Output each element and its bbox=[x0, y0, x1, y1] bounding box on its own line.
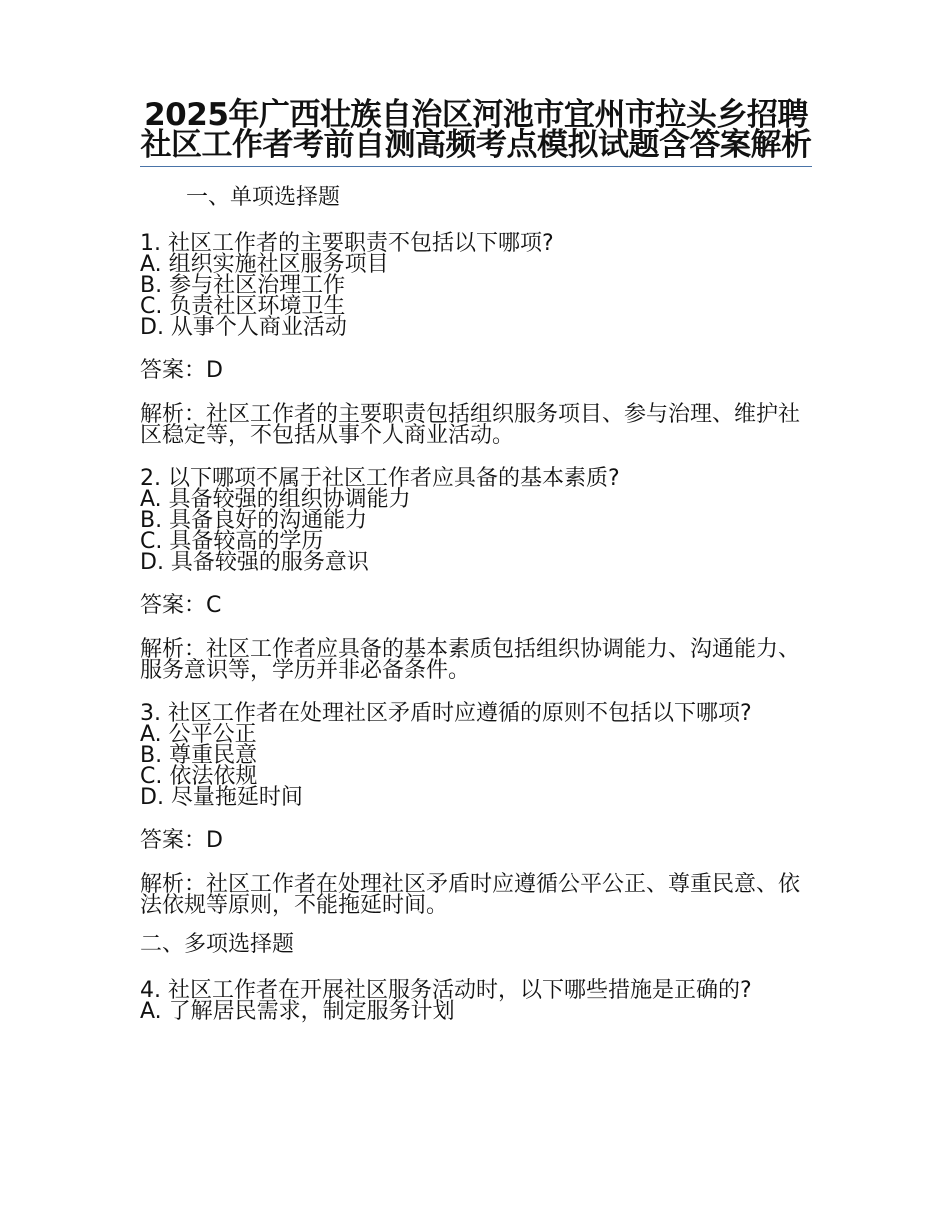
answer: 答案：C bbox=[140, 593, 222, 618]
option-b: B. 参与社区治理工作 bbox=[140, 273, 346, 298]
question-item bbox=[140, 233, 812, 446]
section-heading: 一、单项选择题 bbox=[186, 185, 341, 210]
option-b: B. 具备良好的沟通能力 bbox=[140, 508, 368, 533]
section-heading: 二、多项选择题 bbox=[140, 932, 295, 957]
document-page bbox=[140, 97, 812, 1024]
answer: 答案：D bbox=[140, 358, 223, 383]
question-stem: 3. 社区工作者在处理社区矛盾时应遵循的原则不包括以下哪项? bbox=[140, 701, 752, 726]
section-single-choice bbox=[140, 185, 812, 916]
option-a: A. 了解居民需求，制定服务计划 bbox=[140, 999, 455, 1024]
option-a: A. 组织实施社区服务项目 bbox=[140, 252, 389, 277]
analysis: 解析：社区工作者应具备的基本素质包括组织协调能力、沟通能力、服务意识等，学历并非必备条件。 bbox=[140, 637, 801, 683]
question-stem: 1. 社区工作者的主要职责不包括以下哪项? bbox=[140, 231, 554, 256]
section-multiple-choice bbox=[140, 932, 812, 1022]
question-item bbox=[140, 703, 812, 916]
option-d: D. 从事个人商业活动 bbox=[140, 315, 347, 340]
question-item bbox=[140, 980, 812, 1022]
analysis: 解析：社区工作者的主要职责包括组织服务项目、参与治理、维护社区稳定等，不包括从事个人商业活动。 bbox=[140, 402, 801, 448]
option-d: D. 具备较强的服务意识 bbox=[140, 550, 369, 575]
option-c: C. 负责社区环境卫生 bbox=[140, 294, 346, 319]
question-stem: 4. 社区工作者在开展社区服务活动时，以下哪些措施是正确的? bbox=[140, 978, 752, 1003]
option-c: C. 依法依规 bbox=[140, 764, 258, 789]
question-item bbox=[140, 468, 812, 681]
option-a: A. 公平公正 bbox=[140, 722, 257, 747]
document-title: 2025年广西壮族自治区河池市宜州市拉头乡招聘社区工作者考前自测高频考点模拟试题含答案解析 bbox=[140, 97, 812, 163]
option-c: C. 具备较高的学历 bbox=[140, 529, 324, 554]
analysis: 解析：社区工作者在处理社区矛盾时应遵循公平公正、尊重民意、依法依规等原则，不能拖延时间。 bbox=[140, 872, 801, 918]
title-divider bbox=[140, 166, 812, 167]
option-d: D. 尽量拖延时间 bbox=[140, 785, 303, 810]
question-stem: 2. 以下哪项不属于社区工作者应具备的基本素质? bbox=[140, 466, 620, 491]
option-a: A. 具备较强的组织协调能力 bbox=[140, 487, 411, 512]
option-b: B. 尊重民意 bbox=[140, 743, 258, 768]
answer: 答案：D bbox=[140, 828, 223, 853]
